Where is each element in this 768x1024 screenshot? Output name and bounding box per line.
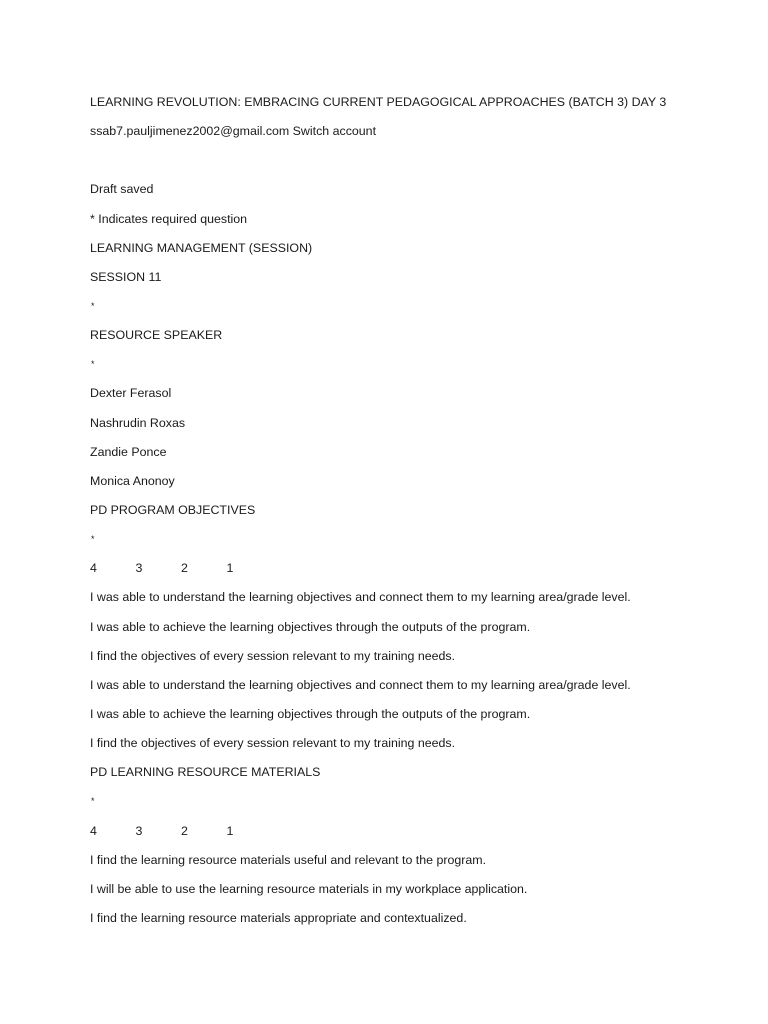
speaker-option[interactable]: Nashrudin Roxas: [90, 415, 186, 430]
spacer: [90, 150, 730, 179]
account-switch-link[interactable]: ssab7.pauljimenez2002@gmail.com Switch account: [90, 124, 377, 139]
scale-label: 3: [135, 561, 143, 576]
scale-label: 1: [226, 823, 234, 838]
scale-label: 4: [90, 823, 97, 838]
required-marker: *: [91, 534, 95, 545]
objective-statement-row: I find the objectives of every session relevant to my training needs.: [90, 648, 456, 663]
form-document: [90, 92, 730, 937]
section-heading: LEARNING MANAGEMENT (SESSION): [90, 240, 313, 255]
scale-label: 2: [181, 561, 188, 576]
materials-statement-row: I find the learning resource materials appropriate and contextualized.: [90, 910, 467, 925]
required-marker: *: [91, 300, 95, 311]
materials-statement-row: I find the learning resource materials useful and relevant to the program.: [90, 852, 487, 867]
required-marker: *: [91, 359, 95, 370]
form-title: LEARNING REVOLUTION: EMBRACING CURRENT PEDAGOGICAL APPROACHES (BATCH 3) DAY 3: [90, 95, 667, 109]
speaker-option[interactable]: Zandie Ponce: [90, 444, 167, 459]
objective-statement-row: I was able to understand the learning objectives and connect them to my learning area/grade level.: [90, 677, 631, 692]
speaker-option[interactable]: Monica Anonoy: [90, 473, 175, 488]
required-marker: *: [91, 796, 95, 807]
rating-scale-header: [90, 558, 730, 578]
required-note: * Indicates required question: [90, 211, 248, 226]
program-objectives-question-label: PD PROGRAM OBJECTIVES: [90, 502, 256, 517]
objective-statement-row: I was able to achieve the learning objectives through the outputs of the program.: [90, 619, 531, 634]
speaker-option[interactable]: Dexter Ferasol: [90, 386, 172, 401]
scale-label: 2: [181, 823, 188, 838]
session-question-label: SESSION 11: [90, 269, 162, 284]
scale-label: 4: [90, 561, 97, 576]
resource-materials-question-label: PD LEARNING RESOURCE MATERIALS: [90, 765, 321, 780]
objective-statement-row: I was able to understand the learning objectives and connect them to my learning area/grade level.: [90, 590, 631, 605]
objective-statement-row: I was able to achieve the learning objectives through the outputs of the program.: [90, 706, 531, 721]
materials-statement-row: I will be able to use the learning resource materials in my workplace application.: [90, 881, 528, 896]
objective-statement-row: I find the objectives of every session relevant to my training needs.: [90, 736, 456, 751]
draft-status: Draft saved: [90, 182, 154, 197]
resource-speaker-question-label: RESOURCE SPEAKER: [90, 328, 223, 343]
scale-label: 1: [226, 561, 234, 576]
scale-label: 3: [135, 823, 143, 838]
rating-scale-header: [90, 821, 730, 841]
